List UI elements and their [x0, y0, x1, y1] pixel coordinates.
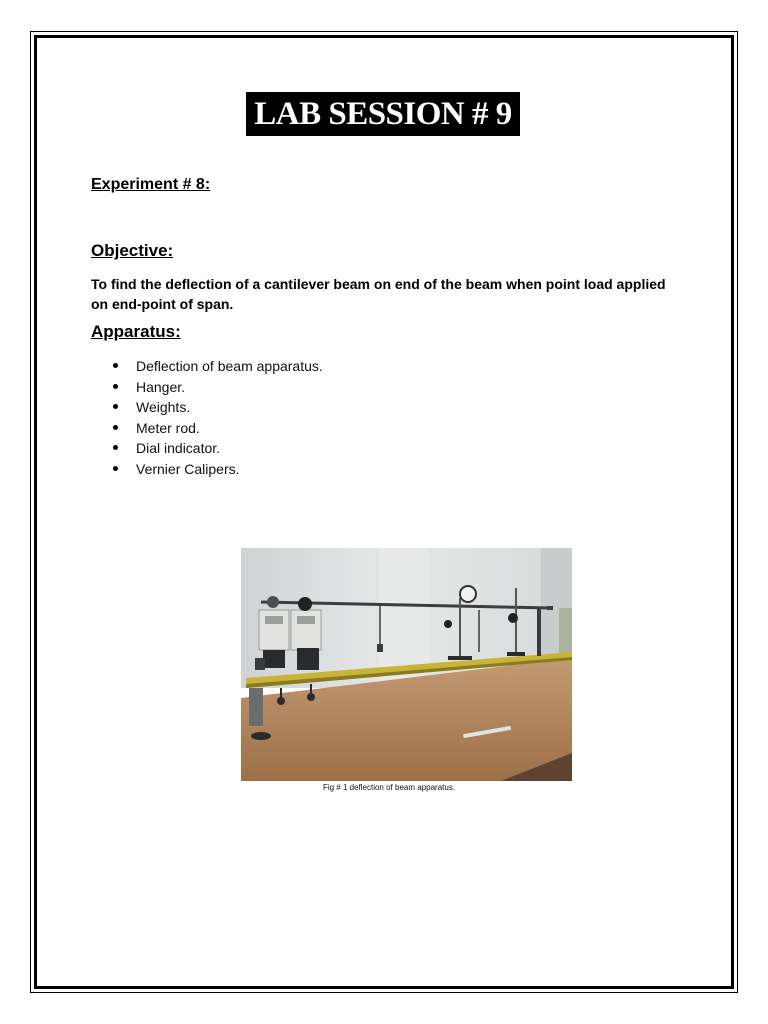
- list-item: [113, 459, 323, 480]
- page-title: LAB SESSION # 9: [246, 92, 520, 136]
- bullet-icon: [113, 445, 118, 450]
- figure-caption: Fig # 1 deflection of beam apparatus.: [322, 783, 456, 792]
- list-item: [113, 356, 323, 377]
- list-item-label: Meter rod.: [136, 419, 200, 436]
- list-item: [113, 377, 323, 398]
- dial-gauge: [460, 586, 476, 602]
- bullet-icon: [113, 404, 118, 409]
- list-item: [113, 397, 323, 418]
- apparatus-list: [113, 356, 323, 479]
- list-item-label: Deflection of beam apparatus.: [136, 358, 323, 374]
- bullet-icon: [113, 384, 118, 389]
- bullet-icon: [113, 363, 118, 368]
- list-item-label: Weights.: [136, 399, 191, 415]
- objective-heading: Objective:: [91, 241, 174, 260]
- list-item: [113, 438, 323, 459]
- list-item: [113, 418, 323, 439]
- objective-text: To find the deflection of a cantilever beam on end of the beam when point load applied on end-point of span.: [91, 276, 666, 312]
- experiment-heading: Experiment # 8:: [91, 176, 211, 193]
- list-item-label: Hanger.: [136, 378, 186, 395]
- bullet-icon: [113, 425, 118, 430]
- list-item-label: Dial indicator.: [136, 440, 221, 456]
- apparatus-photo: [241, 548, 572, 781]
- list-item-label: Vernier Calipers.: [136, 460, 240, 477]
- bullet-icon: [113, 466, 118, 471]
- apparatus-heading: Apparatus:: [91, 322, 181, 341]
